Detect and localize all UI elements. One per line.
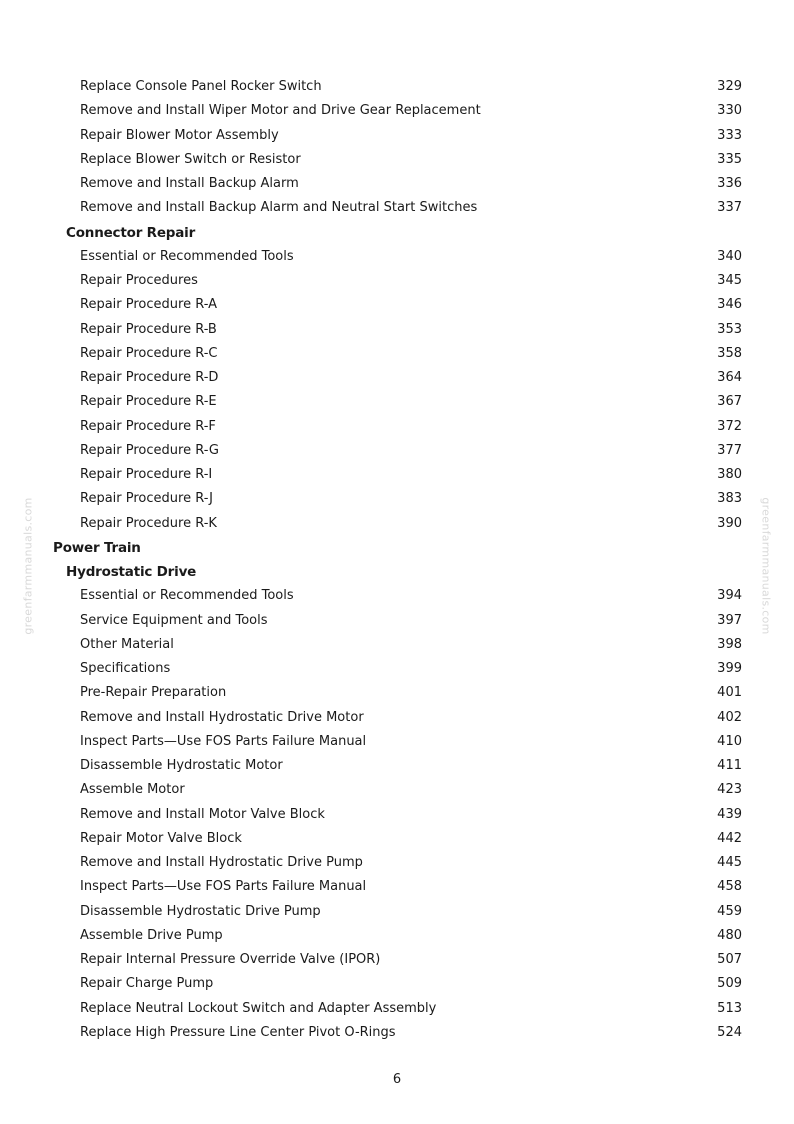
toc-entry-title: Disassemble Hydrostatic Motor (80, 758, 283, 773)
toc-entry[interactable] (0, 148, 794, 172)
toc-entry[interactable] (0, 463, 794, 487)
toc-entry-page-number: 458 (717, 879, 742, 895)
toc-entry-page-number: 372 (717, 418, 742, 434)
toc-entry-title: Repair Procedure R-K (80, 515, 217, 531)
toc-entry-page-number: 377 (717, 442, 742, 458)
toc-entry-page-number: 423 (717, 782, 742, 798)
toc-section-heading (0, 536, 794, 560)
table-of-contents (0, 75, 794, 1045)
toc-entry-page-number: 337 (717, 200, 742, 216)
toc-entry[interactable] (0, 706, 794, 730)
toc-entry-page-number: 442 (717, 830, 742, 846)
toc-entry-page-number: 335 (717, 151, 742, 167)
toc-entry-title: Remove and Install Hydrostatic Drive Pump (80, 855, 363, 870)
toc-entry-page-number: 394 (717, 588, 742, 604)
toc-entry-page-number: 333 (717, 127, 742, 143)
toc-entry[interactable] (0, 1021, 794, 1045)
toc-entry[interactable] (0, 512, 794, 536)
toc-entry-title: Remove and Install Wiper Motor and Drive Gear Replacement (80, 103, 481, 119)
toc-entry-title: Repair Procedure R-F (80, 418, 216, 434)
toc-entry-title: Connector Repair (66, 224, 196, 241)
toc-entry-page-number: 445 (717, 855, 742, 870)
toc-entry[interactable] (0, 487, 794, 511)
toc-entry[interactable] (0, 124, 794, 148)
toc-entry[interactable] (0, 318, 794, 342)
toc-entry[interactable] (0, 75, 794, 99)
toc-entry-page-number: 345 (717, 273, 742, 288)
toc-entry-title: Repair Procedures (80, 273, 198, 288)
toc-entry-title: Essential or Recommended Tools (80, 588, 294, 604)
toc-entry[interactable] (0, 439, 794, 463)
toc-entry-title: Repair Charge Pump (80, 976, 214, 992)
toc-entry[interactable] (0, 609, 794, 633)
toc-entry[interactable] (0, 366, 794, 390)
toc-entry[interactable] (0, 99, 794, 123)
toc-entry-page-number: 402 (717, 709, 742, 725)
toc-entry-page-number: 459 (717, 903, 742, 919)
toc-entry-title: Repair Procedure R-I (80, 467, 213, 482)
toc-entry[interactable] (0, 730, 794, 754)
toc-entry-title: Essential or Recommended Tools (80, 248, 294, 264)
toc-entry-title: Assemble Motor (80, 782, 185, 798)
toc-entry-page-number: 507 (717, 952, 742, 967)
toc-entry-title: Pre-Repair Preparation (80, 685, 227, 701)
toc-entry-title: Inspect Parts—Use FOS Parts Failure Manual (80, 733, 367, 749)
toc-entry-title: Replace Neutral Lockout Switch and Adapter Assembly (80, 1000, 437, 1016)
toc-entry-title: Repair Procedure R-E (80, 394, 217, 410)
toc-section-heading (0, 221, 794, 245)
toc-entry-title: Repair Procedure R-G (80, 442, 219, 458)
watermark-right: greenfarmmanuals.com (759, 497, 773, 635)
toc-entry-page-number: 439 (717, 806, 742, 822)
toc-entry[interactable] (0, 924, 794, 948)
toc-entry-page-number: 353 (717, 321, 742, 337)
toc-entry-page-number: 330 (717, 103, 742, 119)
toc-entry[interactable] (0, 415, 794, 439)
toc-entry-title: Hydrostatic Drive (66, 564, 197, 580)
toc-entry-title: Repair Blower Motor Assembly (80, 127, 279, 143)
toc-entry[interactable] (0, 245, 794, 269)
toc-entry-title: Repair Procedure R-D (80, 370, 219, 385)
toc-section-heading (0, 560, 794, 584)
toc-entry-page-number: 399 (717, 661, 742, 676)
toc-entry[interactable] (0, 342, 794, 366)
toc-entry-page-number: 401 (717, 685, 742, 701)
toc-entry[interactable] (0, 633, 794, 657)
toc-entry-page-number: 410 (717, 733, 742, 749)
toc-entry[interactable] (0, 827, 794, 851)
toc-entry-title: Remove and Install Motor Valve Block (80, 806, 325, 822)
toc-entry-page-number: 336 (717, 176, 742, 191)
toc-entry-title: Remove and Install Backup Alarm and Neutral Start Switches (80, 200, 478, 216)
toc-entry[interactable] (0, 269, 794, 293)
toc-entry-page-number: 524 (717, 1024, 742, 1040)
toc-entry-page-number: 480 (717, 927, 742, 943)
toc-entry-title: Other Material (80, 636, 174, 652)
toc-entry-title: Repair Procedure R-C (80, 345, 218, 361)
toc-entry-title: Assemble Drive Pump (80, 927, 223, 943)
toc-entry[interactable] (0, 196, 794, 220)
toc-entry-page-number: 367 (717, 394, 742, 410)
toc-entry[interactable] (0, 390, 794, 414)
toc-entry[interactable] (0, 997, 794, 1021)
toc-entry[interactable] (0, 972, 794, 996)
toc-entry-page-number: 380 (717, 467, 742, 482)
toc-entry-title: Specifications (80, 661, 171, 676)
toc-entry[interactable] (0, 293, 794, 317)
toc-entry[interactable] (0, 875, 794, 899)
watermark-left: greenfarmmanuals.com (21, 497, 35, 635)
toc-entry-page-number: 346 (717, 297, 742, 313)
toc-entry[interactable] (0, 900, 794, 924)
toc-entry-title: Repair Procedure R-A (80, 297, 218, 313)
toc-entry-page-number: 509 (717, 976, 742, 992)
toc-entry-title: Replace Console Panel Rocker Switch (80, 79, 322, 94)
toc-entry-title: Inspect Parts—Use FOS Parts Failure Manual (80, 879, 367, 895)
toc-entry[interactable] (0, 681, 794, 705)
toc-entry-page-number: 383 (717, 491, 742, 507)
toc-entry-title: Repair Motor Valve Block (80, 830, 242, 846)
toc-entry-page-number: 513 (717, 1000, 742, 1016)
toc-entry[interactable] (0, 754, 794, 778)
toc-entry-page-number: 398 (717, 636, 742, 652)
toc-entry-page-number: 340 (717, 248, 742, 264)
toc-entry[interactable] (0, 803, 794, 827)
toc-entry[interactable] (0, 851, 794, 875)
toc-entry-page-number: 364 (717, 370, 742, 385)
toc-entry-title: Power Train (53, 539, 141, 556)
toc-entry-page-number: 390 (717, 515, 742, 531)
toc-entry-title: Repair Procedure R-B (80, 321, 217, 337)
toc-entry[interactable] (0, 948, 794, 972)
toc-entry-page-number: 411 (717, 758, 742, 773)
toc-entry-title: Disassemble Hydrostatic Drive Pump (80, 903, 321, 919)
toc-entry-page-number: 358 (717, 345, 742, 361)
toc-entry-title: Remove and Install Hydrostatic Drive Motor (80, 709, 364, 725)
toc-entry-title: Repair Internal Pressure Override Valve (IPOR) (80, 952, 381, 967)
toc-entry[interactable] (0, 584, 794, 608)
toc-entry-title: Repair Procedure R-J (80, 491, 213, 507)
toc-entry-title: Remove and Install Backup Alarm (80, 176, 299, 191)
toc-entry[interactable] (0, 172, 794, 196)
toc-entry[interactable] (0, 778, 794, 802)
toc-entry[interactable] (0, 657, 794, 681)
toc-entry-page-number: 397 (717, 612, 742, 628)
toc-entry-title: Replace Blower Switch or Resistor (80, 151, 301, 167)
toc-entry-page-number: 329 (717, 79, 742, 94)
page-number: 6 (392, 1072, 402, 1087)
toc-entry-title: Service Equipment and Tools (80, 612, 268, 628)
toc-entry-title: Replace High Pressure Line Center Pivot O-Rings (80, 1024, 396, 1040)
